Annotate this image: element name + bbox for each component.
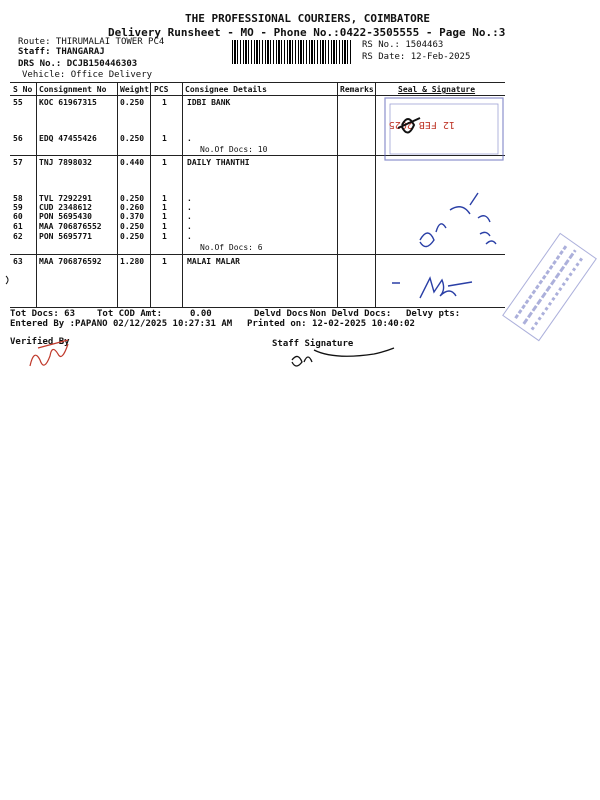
verified-by: Verified By (10, 337, 70, 347)
row-consignment: KOC 61967315 (39, 98, 97, 107)
row-consignment: PON 5695771 (39, 232, 92, 241)
row-details: IDBI BANK (187, 98, 231, 107)
row-sno: 63 (13, 257, 23, 266)
row-pcs: 1 (162, 222, 167, 231)
row-sno: 58 (13, 194, 23, 203)
row-pcs: 1 (162, 194, 167, 203)
staff-signature-label: Staff Signature (272, 339, 354, 349)
docs-count-note: No.Of Docs: 10 (200, 145, 268, 154)
non-delivered-docs: Non Delvd Docs: (310, 309, 392, 319)
route: Route: THIRUMALAI TOWER PC4 (18, 37, 165, 47)
row-pcs: 1 (162, 257, 167, 266)
row-consignment: EDQ 47455426 (39, 134, 97, 143)
row-consignment: TNJ 7898032 (39, 158, 92, 167)
handwritten-date-note (420, 193, 496, 247)
col-pcs: PCS (154, 85, 169, 94)
row-weight: 1.280 (120, 257, 145, 266)
row-details: . (187, 222, 192, 231)
row-weight: 0.250 (120, 194, 145, 203)
staff-signature-mark (292, 348, 394, 366)
rs-number: RS No.: 1504463 (362, 40, 444, 50)
row-weight: 0.370 (120, 212, 145, 221)
row-details: . (187, 194, 192, 203)
row-consignment: MAA 706876552 (39, 222, 102, 231)
row-consignment: PON 5695430 (39, 212, 92, 221)
docs-count-note: No.Of Docs: 6 (200, 243, 263, 252)
row-weight: 0.250 (120, 98, 145, 107)
row-pcs: 1 (162, 98, 167, 107)
col-seal: Seal & Signature (398, 85, 476, 94)
company-title: THE PROFESSIONAL COURIERS, COIMBATORE (185, 12, 431, 25)
total-docs: Tot Docs: 63 (10, 309, 76, 319)
runsheet-title: Delivery Runsheet - MO - Phone No.:0422-3505555 - Page No.:3 (108, 26, 506, 39)
row-sno: 60 (13, 212, 23, 221)
row-consignment: CUD 2348612 (39, 203, 92, 212)
row-pcs: 1 (162, 203, 167, 212)
cod-label: Tot COD Amt: (97, 309, 163, 319)
col-weight: Weight (120, 85, 149, 94)
margin-mark (6, 276, 8, 284)
stamp-date: 12 FEB 2025 (388, 119, 455, 130)
row-pcs: 1 (162, 212, 167, 221)
printed-on: Printed on: 12-02-2025 10:40:02 (247, 319, 415, 329)
row-weight: 0.440 (120, 158, 145, 167)
col-consignment: Consignment No (39, 85, 107, 94)
row-pcs: 1 (162, 232, 167, 241)
rs-date: RS Date: 12-Feb-2025 (362, 52, 471, 62)
row-weight: 0.250 (120, 134, 145, 143)
cod-value: 0.00 (190, 309, 212, 319)
drs-number: DRS No.: DCJB150446303 (18, 59, 138, 69)
vehicle: Vehicle: Office Delivery (22, 70, 153, 80)
row-details: . (187, 203, 192, 212)
staff: Staff: THANGARAJ (18, 47, 105, 57)
row-pcs: 1 (162, 134, 167, 143)
row-weight: 0.260 (120, 203, 145, 212)
row-sno: 55 (13, 98, 23, 107)
entered-by: Entered By :PAPANO 02/12/2025 10:27:31 AM (10, 319, 233, 329)
row-sno: 62 (13, 232, 23, 241)
delivered-docs: Delvd Docs: (254, 309, 314, 319)
row-consignment: TVL 7292291 (39, 194, 92, 203)
row-sno: 59 (13, 203, 23, 212)
row-weight: 0.250 (120, 222, 145, 231)
col-consignee: Consignee Details (185, 85, 267, 94)
row-sno: 56 (13, 134, 23, 143)
row-details: MALAI MALAR (187, 257, 240, 266)
row-weight: 0.250 (120, 232, 145, 241)
col-sno: S No (13, 85, 33, 94)
side-stamp (503, 233, 596, 340)
col-remarks: Remarks (340, 85, 374, 94)
row-sno: 61 (13, 222, 23, 231)
verified-signature (30, 340, 68, 366)
delivery-points: Delvy pts: (406, 309, 461, 319)
row-details: DAILY THANTHI (187, 158, 250, 167)
row-pcs: 1 (162, 158, 167, 167)
row-details: . (187, 212, 192, 221)
row-63-signature (392, 278, 472, 298)
row-consignment: MAA 706876592 (39, 257, 102, 266)
row-details: . (187, 232, 192, 241)
row-details: . (187, 134, 192, 143)
row-sno: 57 (13, 158, 23, 167)
